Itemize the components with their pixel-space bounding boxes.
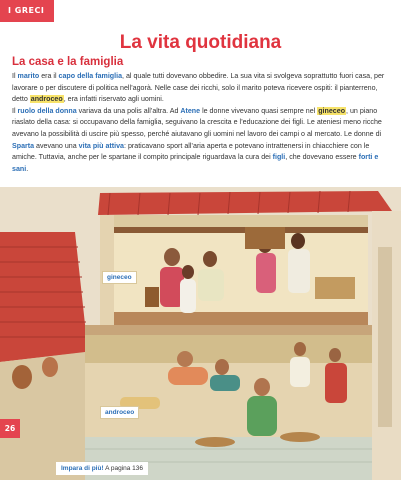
text-segment: , un piano riaslato della casa: si occupavano della famiglia, seguivano la crescita e l’educazione dei figli. Le ateniesi meno ricche avevano la possibilità di uscire più spesso, perché aiutavano gli uomini nel lavoro dei campi o al mercato. Le donne di <box>12 106 382 138</box>
paragraph-marito <box>12 71 390 106</box>
text-segment: . <box>26 164 29 173</box>
keyword: Sparta <box>12 141 35 150</box>
page-title: La vita quotidiana <box>119 32 282 53</box>
text-segment: era il <box>39 72 59 80</box>
page-number: 26 <box>0 419 20 438</box>
text-segment: le donne vivevano quasi sempre nel <box>200 106 318 115</box>
keyword: forti e sani <box>12 153 379 173</box>
learn-more-label: Impara di più! <box>61 465 104 472</box>
learn-more-footer[interactable] <box>56 462 148 475</box>
keyword: Atene <box>180 106 201 115</box>
gineceo-label: gineceo <box>102 271 137 284</box>
androceo-label: androceo <box>100 406 139 419</box>
text-segment: avevano una <box>34 141 79 150</box>
keyword: vita più attiva <box>78 141 124 150</box>
highlighted-term: androceo <box>30 95 63 104</box>
highlighted-term: gineceo <box>318 106 346 115</box>
section-subtitle: La casa e la famiglia <box>12 56 124 68</box>
keyword: ruolo della donna <box>17 106 77 115</box>
paragraph-donna <box>12 106 390 176</box>
text-segment: Il <box>12 72 18 80</box>
learn-more-page: A pagina 136 <box>103 465 144 472</box>
greek-house-illustration <box>0 187 401 480</box>
keyword: marito <box>17 72 40 80</box>
keyword: capo della famiglia <box>58 72 123 80</box>
body-text <box>12 71 390 175</box>
text-segment: , era infatti riservato agli uomini. <box>63 95 164 104</box>
text-segment: , che dovevano essere <box>285 153 359 162</box>
keyword: figli <box>272 153 286 162</box>
text-segment: : praticavano sport all’aria aperta e potevano intrattenersi in chiacchiere con le amiche. Tuttavia, anche per le spartane il compito principale riguardava la cura dei <box>12 141 370 162</box>
text-segment: , al quale tutti dovevano obbedire. La sua vita si svolgeva soprattutto fuori casa, per lavorare o per discutere di politica nell’agorà. Nelle case dei ricchi, solo il marito poteva ricevere ospiti: il pianterreno, detto <box>12 72 385 104</box>
text-segment: variava da una polis all’altra. Ad <box>76 106 181 115</box>
text-segment: Il <box>12 106 18 115</box>
section-tag: I GRECI <box>0 0 54 22</box>
